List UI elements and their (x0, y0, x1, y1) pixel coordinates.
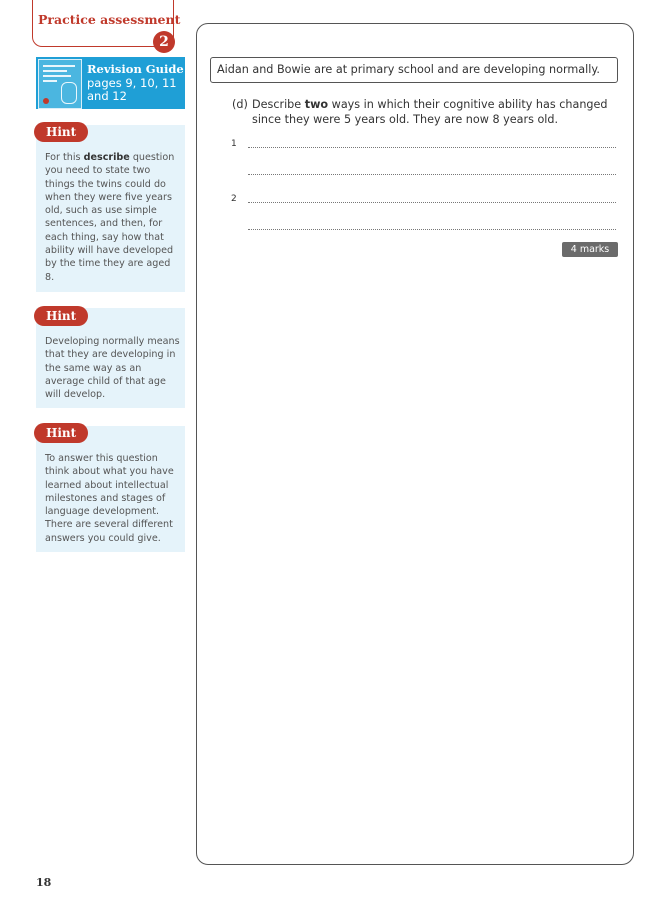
marks-badge: 4 marks (562, 242, 618, 257)
answer-line[interactable] (248, 201, 616, 203)
answer-number-2: 2 (231, 194, 237, 204)
answer-number-1: 1 (231, 139, 237, 149)
page-number: 18 (36, 876, 52, 889)
hint-badge-3: Hint (34, 423, 88, 443)
answer-line[interactable] (248, 228, 616, 230)
question-emphasis: two (304, 98, 329, 111)
answer-panel (196, 23, 634, 865)
hint-text-2: Developing normally means that they are developing in the same way as an average child of that age will develop. (45, 336, 180, 401)
question-label: (d) (232, 98, 248, 111)
assessment-number-badge: 2 (153, 31, 175, 53)
hint-text-3: To answer this question think about what you have learned about intellectual milestones and stages of language development. There are several different answers you could give. (45, 453, 174, 544)
practice-assessment-title: Practice assessment (38, 12, 181, 27)
hint-badge-2: Hint (34, 306, 88, 326)
revision-guide-book-icon (38, 59, 82, 109)
question-text: Describe two ways in which their cognitive ability has changed since they were 5 years old. They are now 8 years old. (252, 98, 608, 126)
hint-badge-1: Hint (34, 122, 88, 142)
revision-guide-title: Revision Guide (87, 62, 184, 76)
hint-emphasis: describe (83, 152, 130, 163)
hint-text-1: For this describe question you need to state two things the twins could do when they were five years old, such as use simple sentences, and then, for each thing, say how that ability will have developed by the time they are aged 8. (45, 152, 175, 283)
answer-line[interactable] (248, 173, 616, 175)
revision-guide-pages: pages 9, 10, 11 and 12 (87, 76, 177, 103)
scenario-text: Aidan and Bowie are at primary school and are developing normally. (217, 63, 600, 76)
answer-line[interactable] (248, 146, 616, 148)
